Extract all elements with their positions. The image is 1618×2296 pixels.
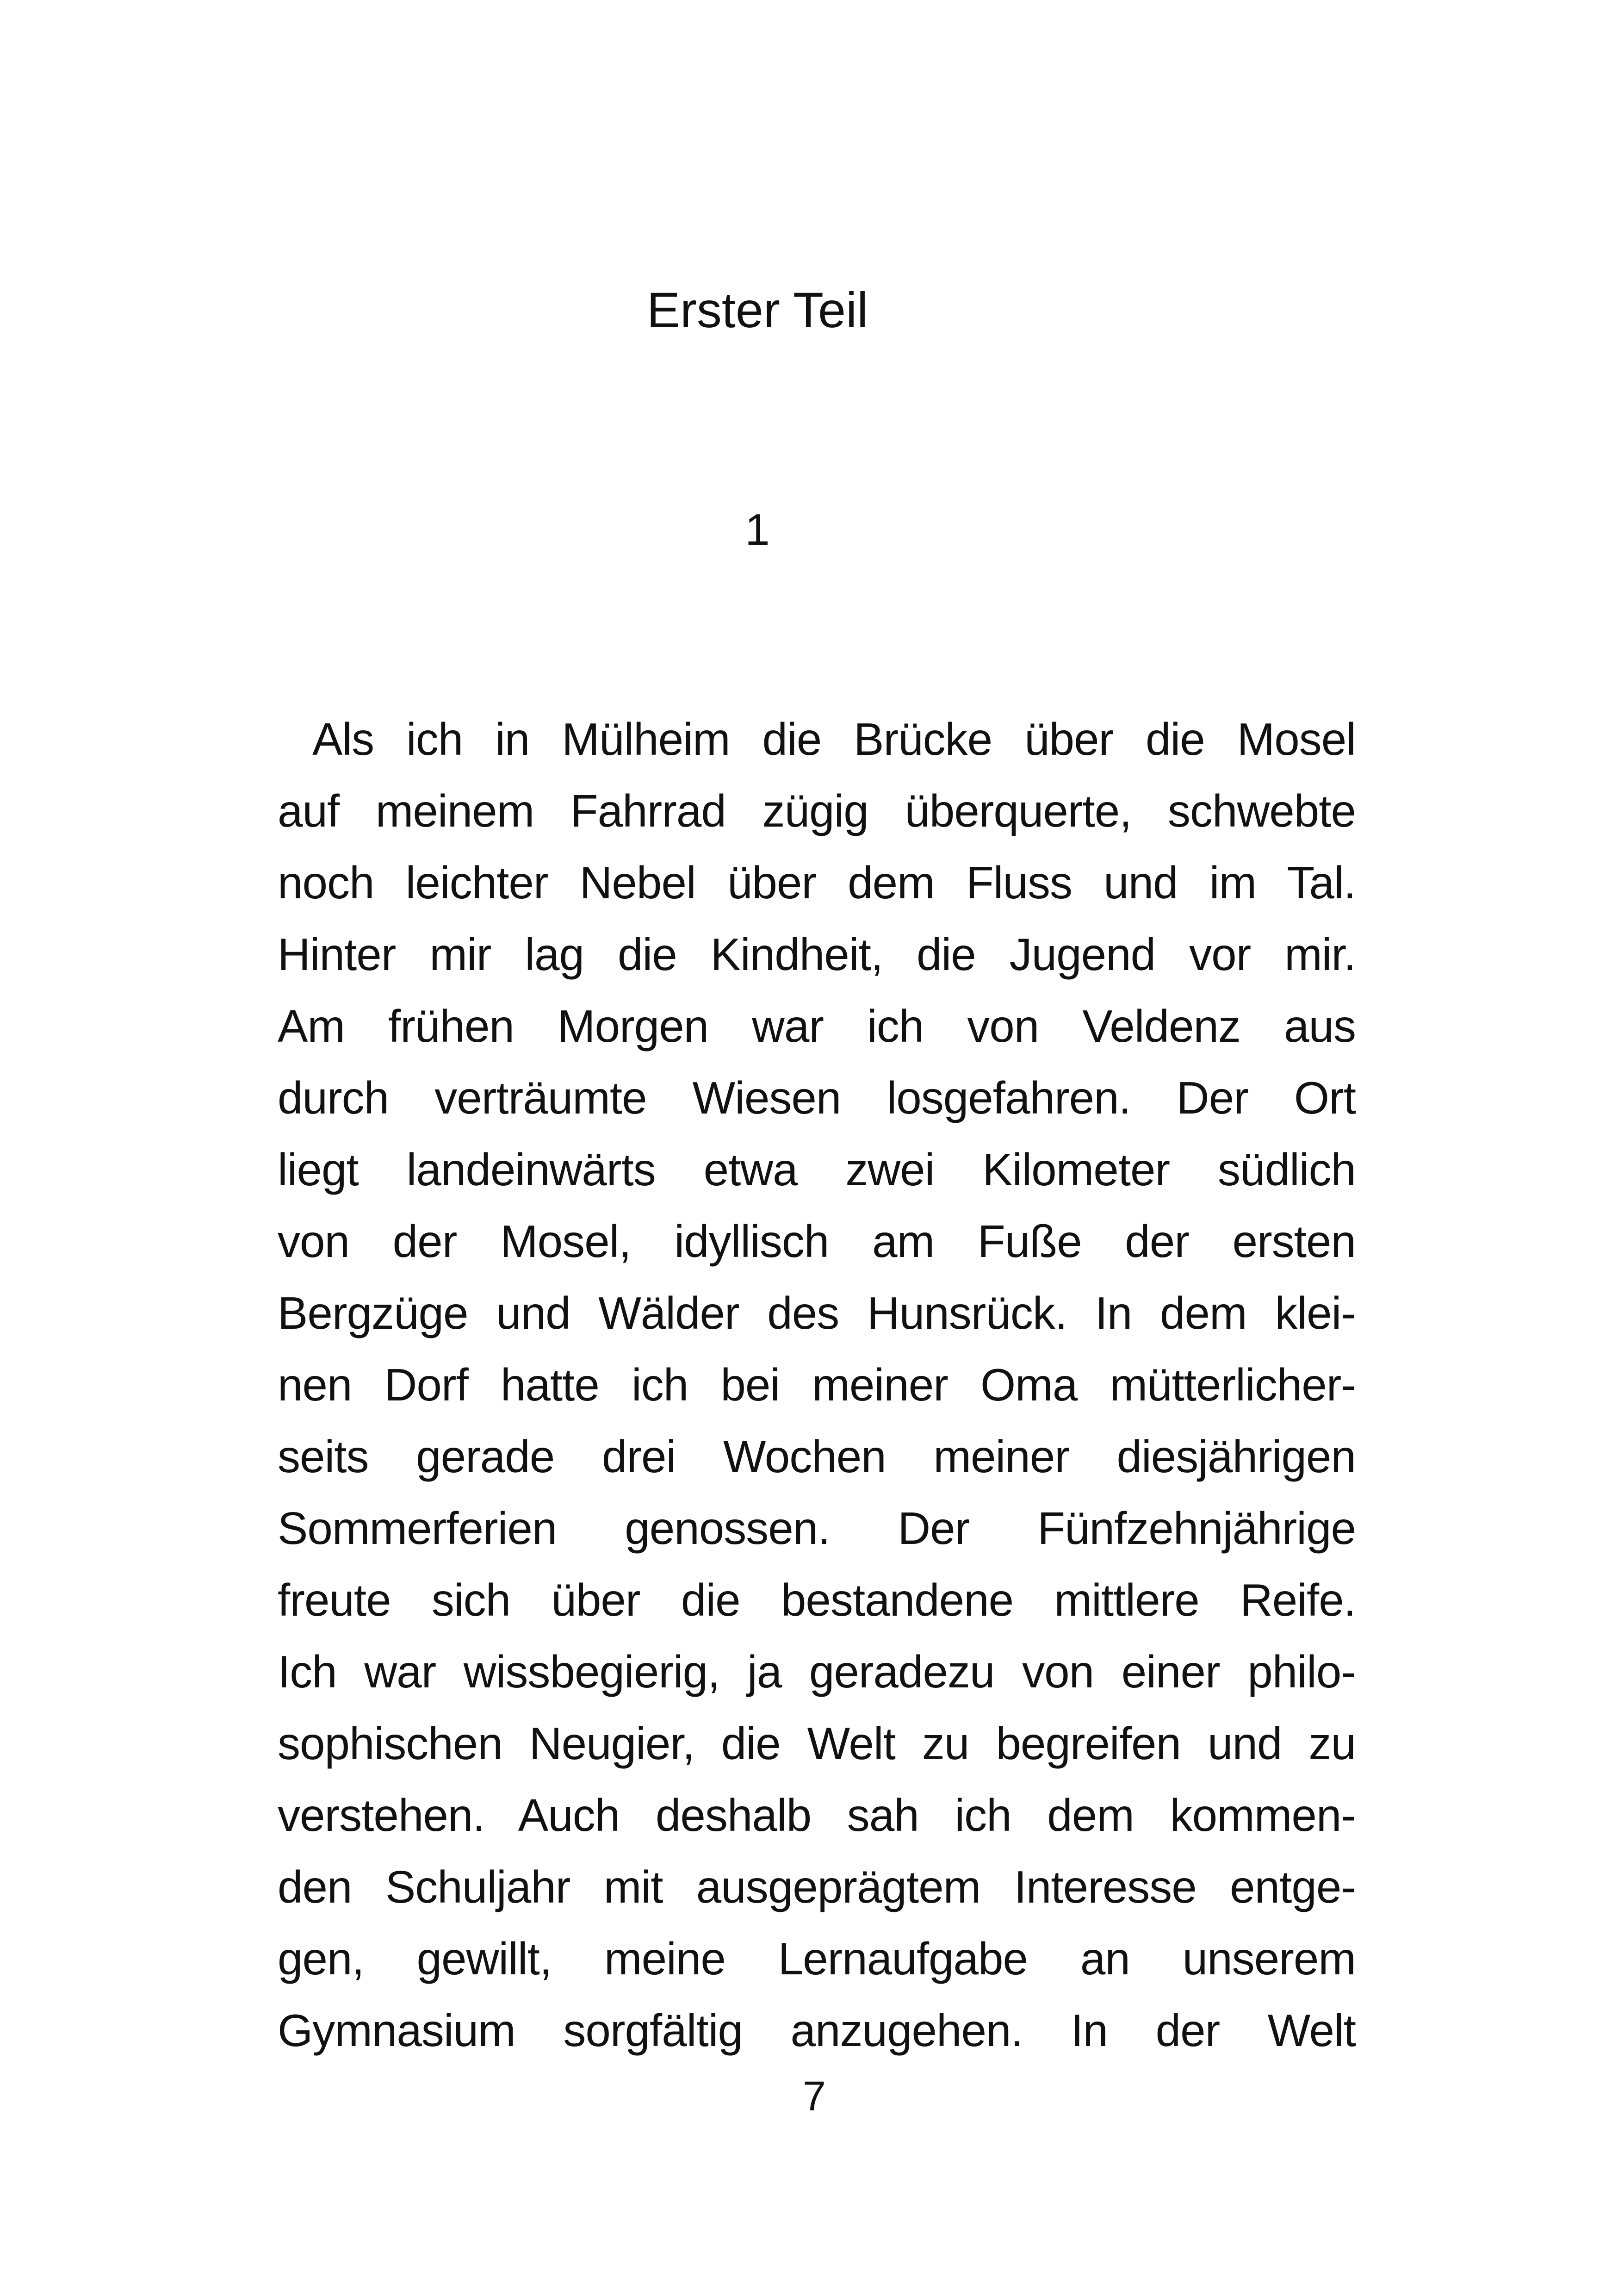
text-line: liegt landeinwärts etwa zwei Kilometer südlich <box>278 1144 1356 1195</box>
text-line: freute sich über die bestandene mittlere Reife. <box>278 1574 1356 1625</box>
text-line: Hinter mir lag die Kindheit, die Jugend vor mir. <box>278 929 1356 980</box>
text-line: durch verträumte Wiesen losgefahren. Der Ort <box>278 1072 1356 1123</box>
chapter-number: 1 <box>745 505 770 554</box>
text-line: Gymnasium sorgfältig anzugehen. In der Welt <box>278 2005 1356 2056</box>
text-line: gen, gewillt, meine Lernaufgabe an unserem <box>278 1933 1356 1984</box>
text-line: Bergzüge und Wälder des Hunsrück. In dem klei- <box>278 1288 1356 1338</box>
text-line: seits gerade drei Wochen meiner diesjährigen <box>278 1431 1356 1482</box>
body-text <box>278 703 1356 2066</box>
text-line: nen Dorf hatte ich bei meiner Oma mütterlicher- <box>278 1359 1356 1410</box>
text-line: sophischen Neugier, die Welt zu begreifen und zu <box>278 1718 1356 1769</box>
text-line: Ich war wissbegierig, ja geradezu von einer philo- <box>278 1646 1356 1697</box>
text-line: verstehen. Auch deshalb sah ich dem kommen- <box>278 1790 1356 1841</box>
text-line: Am frühen Morgen war ich von Veldenz aus <box>278 1001 1356 1052</box>
text-line: von der Mosel, idyllisch am Fuße der ersten <box>278 1216 1356 1267</box>
page-number: 7 <box>802 2073 826 2120</box>
text-line: auf meinem Fahrrad zügig überquerte, schwebte <box>278 785 1356 836</box>
part-title: Erster Teil <box>646 282 868 338</box>
text-line: den Schuljahr mit ausgeprägtem Interesse entge- <box>278 1861 1356 1912</box>
text-line: Als ich in Mülheim die Brücke über die Mosel <box>312 714 1356 765</box>
text-line: noch leichter Nebel über dem Fluss und im Tal. <box>278 857 1356 908</box>
text-line: Sommerferien genossen. Der Fünfzehnjährige <box>278 1503 1356 1554</box>
